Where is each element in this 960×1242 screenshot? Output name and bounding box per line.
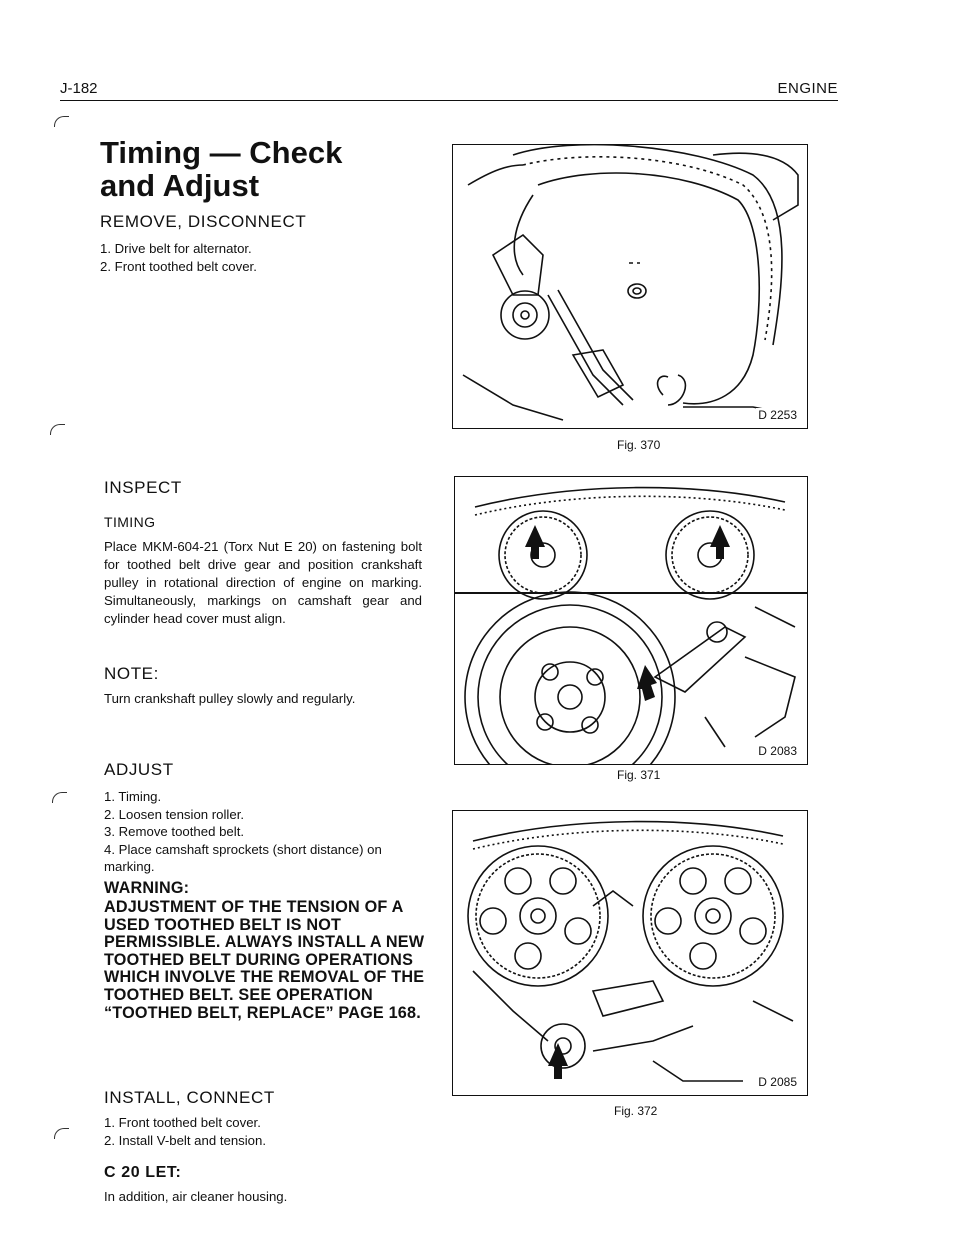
list-item: 1. Front toothed belt cover. (104, 1115, 261, 1130)
timing-marks-illustration (455, 477, 807, 764)
list-item: 1. Timing. (104, 789, 162, 804)
figure-code: D 2253 (758, 408, 797, 422)
c20let-heading: C 20 LET: (104, 1164, 182, 1181)
install-list (104, 1114, 424, 1149)
inspect-heading: INSPECT (104, 478, 182, 497)
note-text: Turn crankshaft pulley slowly and regularly. (104, 691, 356, 706)
warning-heading: WARNING: (104, 879, 190, 897)
figure-caption: Fig. 370 (617, 438, 661, 452)
margin-mark (54, 116, 69, 127)
page-title: Timing — Check and Adjust (100, 135, 343, 203)
list-item: 2. Front toothed belt cover. (100, 258, 257, 274)
margin-mark (50, 424, 65, 435)
figure-code: D 2083 (758, 744, 797, 758)
page-number: J-182 (60, 80, 98, 97)
list-item: 2. Install V-belt and tension. (104, 1132, 267, 1148)
section-title: ENGINE (777, 80, 838, 97)
figure-caption: Fig. 371 (617, 768, 661, 782)
belt-cover-illustration (453, 145, 807, 428)
header-divider (60, 100, 838, 101)
warning-text: ADJUSTMENT OF THE TENSION OF A USED TOOTHED BELT IS NOT PERMISSIBLE. ALWAYS INSTALL A NEW TOOTHED BELT DURING OPERATIONS WHICH INVOLVE THE REMOVAL OF THE TOOTHED BELT. SEE OPERATION “TOOTHED BELT, REPLACE” PAGE 168. (104, 898, 425, 1022)
figure-caption: Fig. 372 (614, 1104, 658, 1118)
margin-mark (54, 1128, 69, 1139)
margin-mark (52, 792, 67, 803)
figure-370 (452, 144, 808, 429)
figure-371 (454, 476, 808, 765)
adjust-heading: ADJUST (104, 760, 174, 779)
remove-list (100, 240, 420, 275)
adjust-list (104, 788, 404, 876)
list-item: 3. Remove toothed belt. (104, 824, 245, 839)
list-item: 4. Place camshaft sprockets (short distance) on marking. (104, 841, 382, 874)
timing-subheading: TIMING (104, 514, 156, 530)
list-item: 1. Drive belt for alternator. (100, 241, 252, 256)
install-heading: INSTALL, CONNECT (104, 1088, 275, 1107)
figure-code: D 2085 (758, 1075, 797, 1089)
remove-heading: REMOVE, DISCONNECT (100, 212, 307, 231)
figure-372 (452, 810, 808, 1096)
camshaft-sprockets-illustration (453, 811, 807, 1095)
inspect-paragraph: Place MKM-604-21 (Torx Nut E 20) on fastening bolt for toothed belt drive gear and position crankshaft pulley in rotational direction of engine on marking. Simultaneously, markings on camshaft gear and cylinder head cover must align. (104, 539, 422, 626)
list-item: 2. Loosen tension roller. (104, 806, 245, 822)
note-heading: NOTE: (104, 664, 159, 683)
c20let-text: In addition, air cleaner housing. (104, 1189, 288, 1204)
